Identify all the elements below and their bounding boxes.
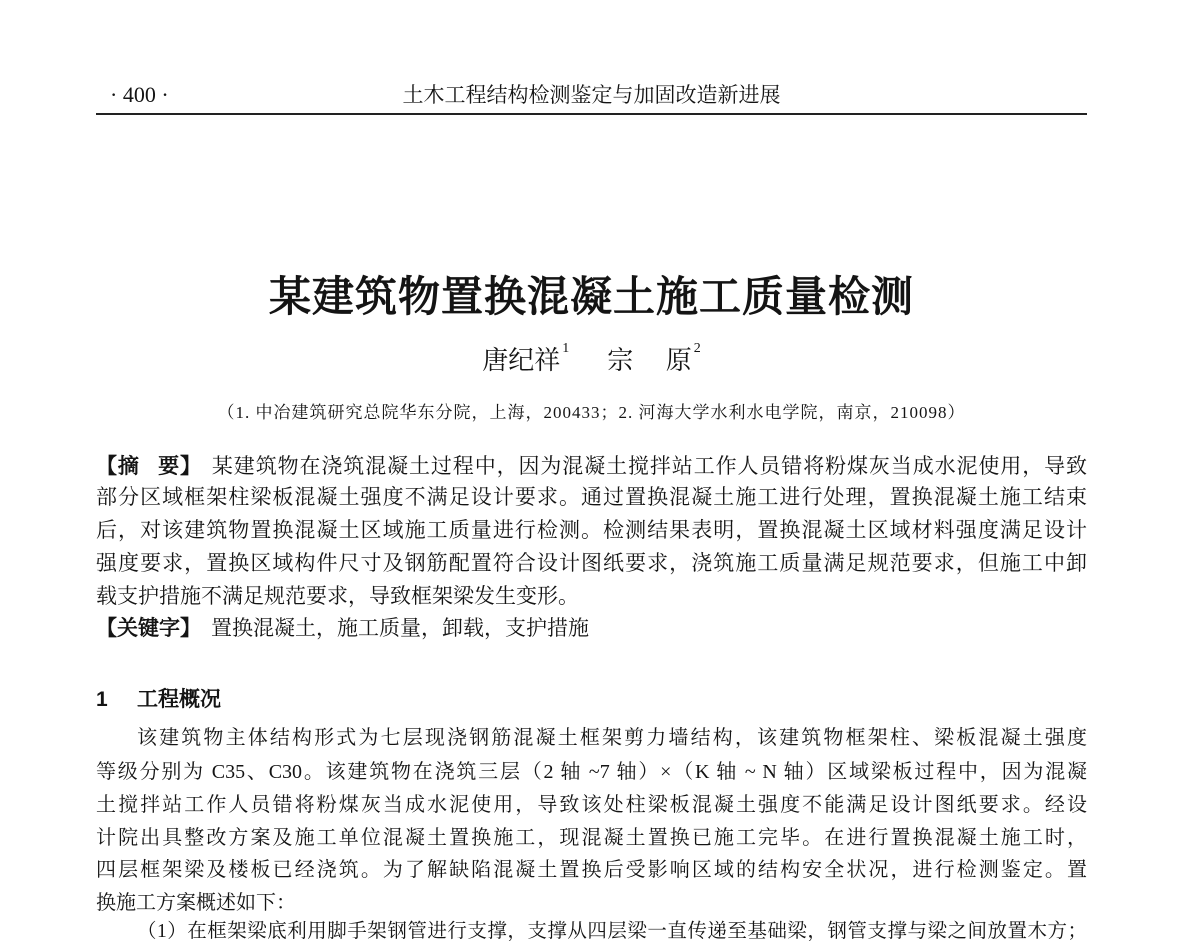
abstract-text: 某建筑物在浇筑混凝土过程中，因为混凝土搅拌站工作人员错将粉煤灰当成水泥使用，导致 (211, 454, 1087, 478)
body-line: 四层框架梁及楼板已经浇筑。为了解缺陷混凝土置换后受影响区域的结构安全状况，进行检测鉴定。置 (96, 859, 1087, 881)
keywords-label: 【关键字】 (96, 617, 201, 640)
journal-title: 土木工程结构检测鉴定与加固改造新进展 (402, 83, 781, 107)
author-name: 宗 原 (607, 345, 692, 375)
author-list (96, 338, 1087, 378)
author-1 (482, 340, 569, 377)
paper-title: 某建筑物置换混凝土施工质量检测 (268, 275, 914, 321)
body-line: 等级分别为 C35、C30。该建筑物在浇筑三层（2 轴 ~7 轴）×（K 轴 ~ N 轴）区域梁板过程中，因为混凝 (96, 761, 1087, 783)
affiliation-mark: 2 (693, 340, 701, 356)
keywords-text: 置换混凝土，施工质量，卸载，支护措施 (211, 616, 589, 640)
section-heading (96, 685, 1087, 715)
section-number: 1 (96, 688, 108, 711)
keywords-line (96, 613, 1087, 643)
page-number: · 400 · (110, 82, 169, 107)
abstract-line: 部分区域框架柱梁板混凝土强度不满足设计要求。通过置换混凝土施工进行处理，置换混凝土施工结束 (96, 485, 1087, 509)
header-rule (96, 113, 1087, 115)
abstract-line (96, 451, 1087, 481)
body-line: 换施工方案概述如下： (96, 892, 296, 914)
abstract-line: 后，对该建筑物置换混凝土区域施工质量进行检测。检测结果表明，置换混凝土区域材料强度满足设计 (96, 518, 1087, 542)
affiliation-line: （1. 中冶建筑研究总院华东分院，上海，200433；2. 河海大学水利水电学院，南京，210098） (217, 403, 966, 422)
abstract-label: 【摘 要】 (96, 455, 202, 478)
body-line: 计院出具整改方案及施工单位混凝土置换施工，现混凝土置换已施工完毕。在进行置换混凝土施工时， (96, 827, 1087, 849)
author-2 (607, 340, 701, 377)
affiliation-mark: 1 (562, 340, 570, 356)
abstract-line: 载支护措施不满足规范要求，导致框架梁发生变形。 (96, 584, 579, 608)
abstract-line: 强度要求，置换区域构件尺寸及钢筋配置符合设计图纸要求，浇筑施工质量满足规范要求，但施工中卸 (96, 551, 1087, 575)
section-title: 工程概况 (137, 688, 221, 711)
author-name: 唐纪祥 (482, 345, 561, 375)
body-line: 该建筑物主体结构形式为七层现浇钢筋混凝土框架剪力墙结构，该建筑物框架柱、梁板混凝土强度 (137, 727, 1087, 749)
body-line: 土搅拌站工作人员错将粉煤灰当成水泥使用，导致该处柱梁板混凝土强度不能满足设计图纸要求。经设 (96, 794, 1087, 816)
list-item: （1）在框架梁底利用脚手架钢管进行支撑，支撑从四层梁一直传递至基础梁，钢管支撑与梁之间放置木方； (137, 921, 1087, 941)
